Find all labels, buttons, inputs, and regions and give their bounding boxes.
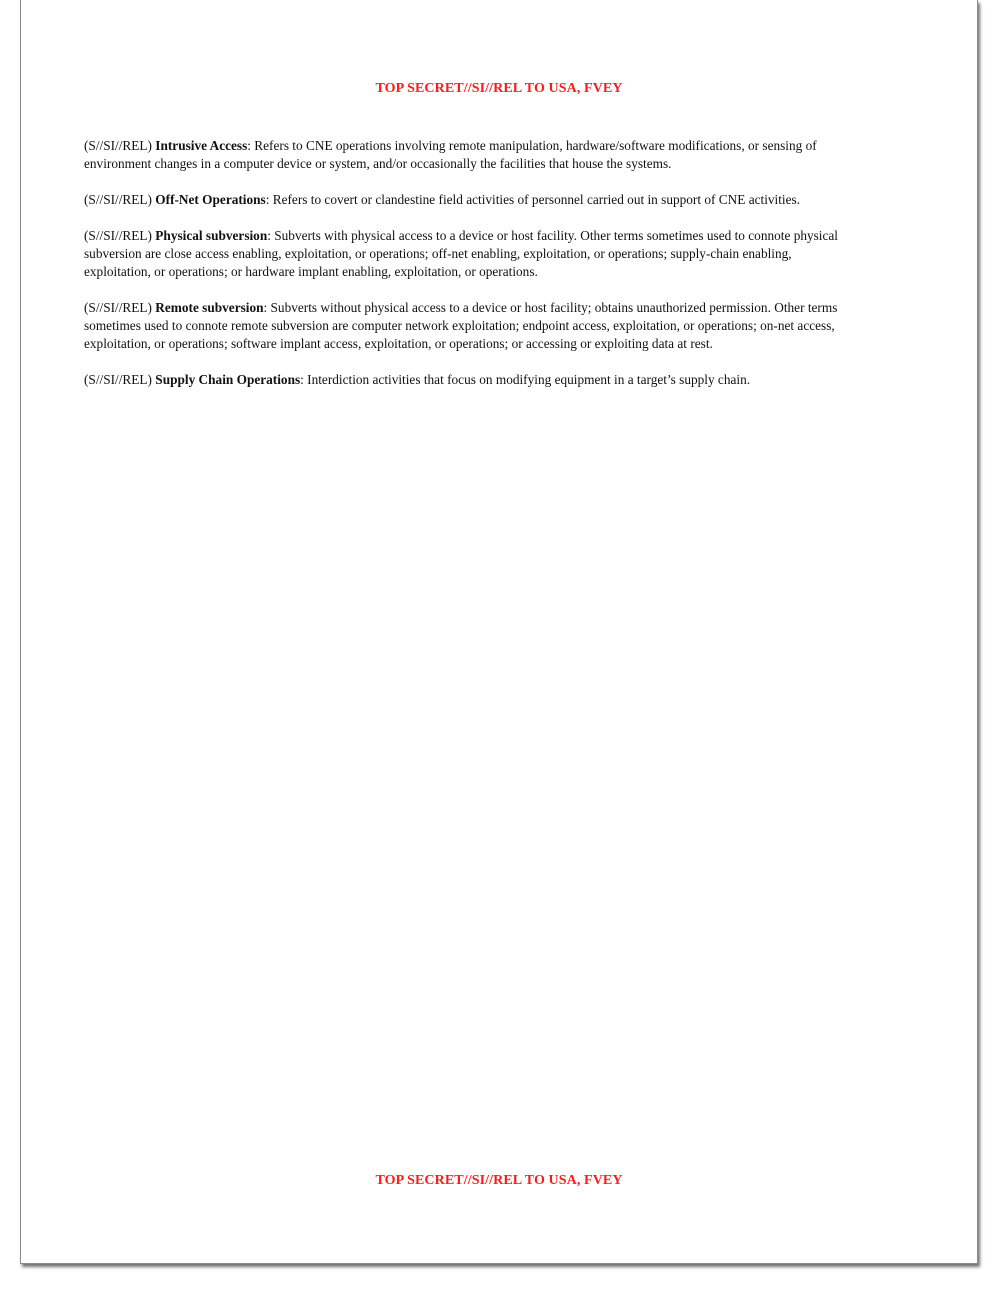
classification-marking: (S//SI//REL)	[84, 372, 152, 387]
definition-text: : Subverts with physical access to a device or host facility. Other terms sometimes used to connote physical subversion are close access enabling, exploitation, or operations; off-net enabling, exploitation, or operations; supply-chain enabling, exploitation, or operations; or hardware implant enabling, exploitation, or operations.	[84, 228, 839, 279]
definitions-list	[84, 137, 844, 407]
definition-text: : Interdiction activities that focus on modifying equipment in a target’s supply chain.	[300, 372, 751, 387]
definition-entry-intrusive-access	[84, 137, 844, 173]
definition-text: : Refers to CNE operations involving remote manipulation, hardware/software modifications, or sensing of environment changes in a computer device or system, and/or occasionally the facilities that house the systems.	[84, 138, 817, 171]
definition-term: Supply Chain Operations	[155, 372, 301, 387]
classification-marking: (S//SI//REL)	[84, 138, 152, 153]
definition-term: Intrusive Access	[155, 138, 248, 153]
definition-term: Off-Net Operations	[155, 192, 266, 207]
document-page	[20, 0, 978, 1264]
definition-term: Physical subversion	[155, 228, 268, 243]
definition-text: : Refers to covert or clandestine field activities of personnel carried out in support of CNE activities.	[265, 192, 801, 207]
definition-entry-remote-subversion	[84, 299, 844, 353]
definition-term: Remote subversion	[155, 300, 264, 315]
definition-entry-supply-chain-operations	[84, 371, 844, 389]
classification-marking: (S//SI//REL)	[84, 228, 152, 243]
definition-entry-off-net-operations	[84, 191, 844, 209]
classification-banner-bottom: TOP SECRET//SI//REL TO USA, FVEY	[375, 1173, 623, 1188]
classification-banner-top: TOP SECRET//SI//REL TO USA, FVEY	[375, 81, 623, 96]
classification-marking: (S//SI//REL)	[84, 300, 152, 315]
definition-entry-physical-subversion	[84, 227, 844, 281]
classification-marking: (S//SI//REL)	[84, 192, 152, 207]
definition-text: : Subverts without physical access to a device or host facility; obtains unauthorized permission. Other terms sometimes used to connote remote subversion are computer network exploitation; endpoint access, exploitation, or operations; on-net access, exploitation, or operations; software implant access, exploitation, or operations; or accessing or exploiting data at rest.	[84, 300, 838, 351]
